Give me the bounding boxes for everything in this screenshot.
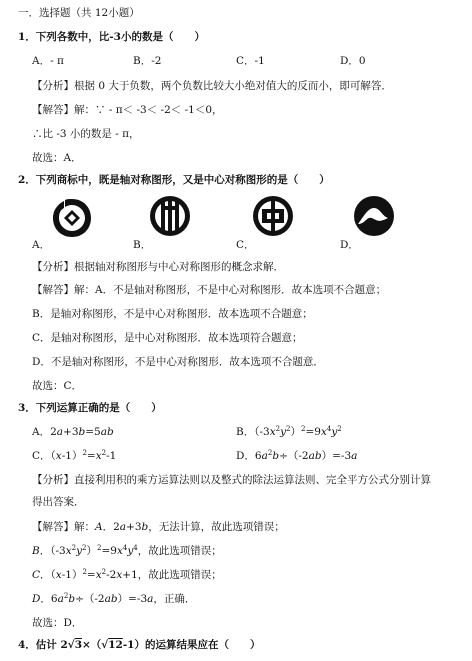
q1-answer: 故选：A．	[32, 152, 82, 164]
q2-answer: 故选：C．	[32, 380, 83, 392]
q4-expression: √3×（√12-1）	[67, 639, 145, 651]
q2-analysis: 【分析】根据轴对称图形与中心对称图形的概念求解．	[32, 261, 284, 273]
q4-stem	[18, 638, 261, 652]
q3-solution-c: C．$(x-1)^2=x^2-2x+1$，故此选项错误；	[32, 568, 222, 581]
bank-logo-icon	[148, 194, 192, 238]
q3-option-b: B．$(-3x^2y^2)^2=9x^4y^2$	[236, 425, 342, 438]
q1-conclusion: ∴比 -3 小的数是 - π，	[32, 128, 140, 140]
q3-stem: 3．下列运算正确的是（ ）	[18, 402, 162, 414]
q3-analysis-line-2: 得出答案．	[32, 496, 85, 508]
wave-logo-icon	[352, 194, 396, 238]
q1-solution: 【解答】解：∵ - π＜ -3＜ -2＜ -1＜0，	[32, 104, 223, 116]
q3-solution-d: D．$6a^2b\div(-2ab)=-3a$，正确．	[32, 592, 196, 605]
q1-analysis: 【分析】根据 0 大于负数，两个负数比较大小绝对值大的反而小，即可解答．	[32, 80, 392, 92]
q2-solution-a: 【解答】解：A．不是轴对称图形，不是中心对称图形．故本选项不合题意；	[32, 284, 387, 296]
q3-analysis-line-1: 【分析】直接利用积的乘方运算法则以及整式的除法运算法则、完全平方公式分别计算	[32, 474, 431, 486]
q2-option-d: D．	[340, 239, 359, 251]
coin-logo-icon	[251, 194, 295, 238]
q2-option-a: A．	[32, 239, 51, 251]
q1-option-c: C．-1	[236, 55, 265, 67]
q2-solution-c: C．是轴对称图形，是中心对称图形．故本选项符合题意；	[32, 332, 303, 344]
q3-option-a: A．2a+3b=5ab	[32, 426, 114, 438]
q3-option-d: D．$6a^2b\div(-2ab)=-3a$	[236, 449, 358, 462]
q2-solution-d: D．不是轴对称图形，不是中心对称图形．故本选项不合题意．	[32, 356, 324, 368]
q3-solution-b: B．$(-3x^2y^2)^2=9x^4y^4$，故此选项错误；	[32, 544, 222, 557]
q1-stem: 1．下列各数中，比-3小的数是（ ）	[18, 31, 205, 43]
q4-stem-prefix: 4．估计 2	[18, 639, 68, 651]
q2-option-b: B．	[133, 239, 152, 251]
q3-option-c: C．$(x-1)^2=x^2-1$	[32, 449, 117, 462]
swirl-logo-icon	[50, 196, 94, 240]
q2-stem: 2．下列商标中，既是轴对称图形，又是中心对称图形的是（ ）	[18, 174, 330, 186]
q1-option-b: B．-2	[133, 55, 162, 67]
q3-solution-a: 【解答】解：A．2a+3b，无法计算，故此选项错误；	[32, 521, 285, 533]
q4-stem-suffix: 的运算结果应在（ ）	[145, 639, 261, 651]
q3-answer: 故选：D．	[32, 617, 83, 629]
q2-option-c: C．	[236, 239, 255, 251]
q2-solution-b: B．是轴对称图形，不是中心对称图形．故本选项不合题意；	[32, 308, 313, 320]
q1-option-d: D．0	[340, 55, 366, 67]
section-title: 一．选择题（共 12小题）	[18, 7, 140, 19]
q1-option-a: A．- π	[32, 55, 64, 67]
